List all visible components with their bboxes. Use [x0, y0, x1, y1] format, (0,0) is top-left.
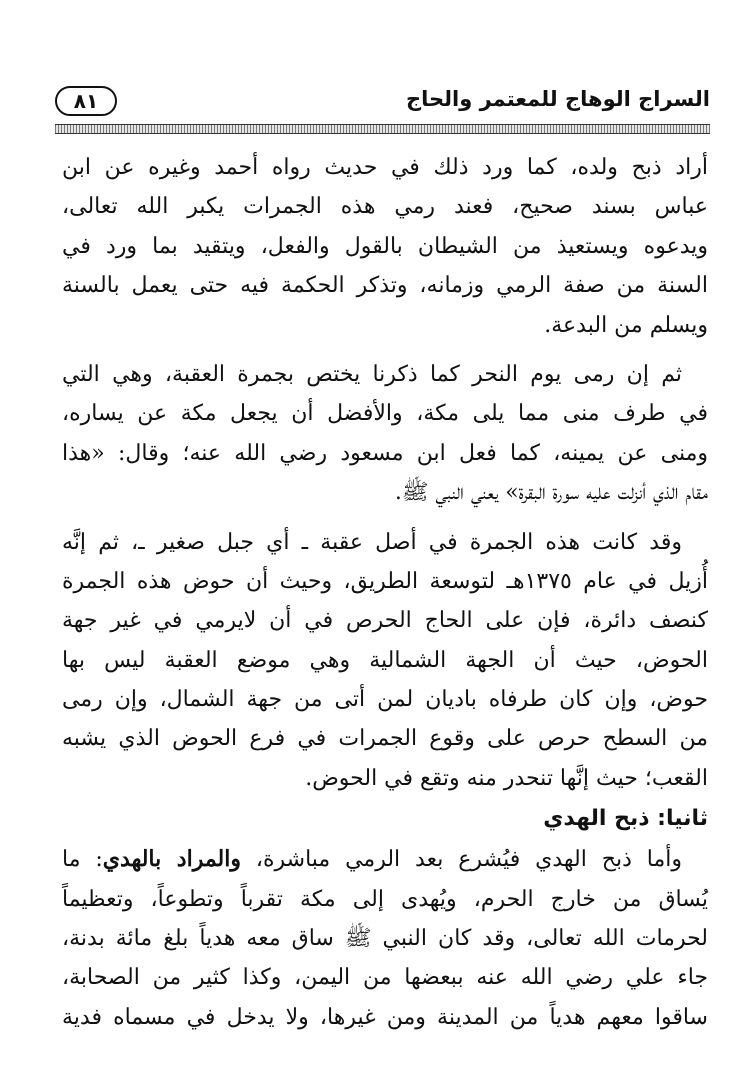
text-line: الحوض، حيث أن الجهة الشمالية وهي موضع العقبة ليس بها: [62, 647, 708, 673]
bold-term: والمراد بالهدي: [102, 846, 241, 873]
paragraph-1: [62, 148, 708, 345]
text-line: السنة من صفة الرمي وزمانه، وتذكر الحكمة فيه حتى يعمل بالسنة: [62, 273, 708, 299]
text-line: وقد كانت هذه الجمرة في أصل عقبة ـ أي جبل صغير ـ، ثم إنَّه: [62, 529, 682, 555]
page-body: [62, 148, 708, 1037]
text-line: أراد ذبح ولده، كما ورد ذلك في حديث رواه أحمد وغيره عن ابن: [62, 155, 708, 180]
text-line: في طرف منى مما يلى مكة، والأفضل أن يجعل مكة عن يساره،: [62, 401, 708, 427]
text-line: ويدعوه ويستعيذ من الشيطان بالقول والفعل، ويتقيد بما ورد في: [62, 233, 708, 259]
text-line: ساقوا معهم هدياً من المدينة ومن غيرها، ولا يدخل في مسماه فدية: [62, 1004, 708, 1030]
text-line: يُساق من خارج الحرم، ويُهدى إلى مكة تقرباً وتطوعاً، وتعظيماً: [62, 886, 708, 912]
page-number: ٨١: [55, 86, 117, 116]
text-run: وأما ذبح الهدي فيُشرع بعد الرمي مباشرة،: [241, 847, 682, 873]
header-divider: [55, 124, 710, 134]
text-line: حوض، وإن كان طرفاه باديان لمن أتى من جهة الشمال، وإن رمى: [62, 687, 708, 713]
text-line: مقام الذي أنزلت عليه سورة البقرة» يعني النبي ﷺ.: [394, 480, 708, 506]
book-title: السراج الوهاج للمعتمر والحاج: [405, 87, 710, 111]
text-line: جاء علي رضي الله عنه ببعضها من اليمن، وكذا كثير من الصحابة،: [62, 965, 708, 991]
page-header: [55, 86, 710, 122]
paragraph-4: [62, 840, 708, 1037]
text-line: لحرمات الله تعالى، وقد كان النبي ﷺ ساق معه هدياً بلغ مائة بدنة،: [62, 926, 708, 952]
paragraph-2: [62, 355, 708, 513]
text-line: ويسلم من البدعة.: [544, 312, 708, 338]
text-line: ومنى عن يمينه، كما فعل ابن مسعود رضي الله عنه؛ وقال: «هذا: [62, 440, 708, 466]
text-line: عباس بسند صحيح، فعند رمي هذه الجمرات يكبر الله تعالى،: [62, 194, 708, 220]
section-heading: ثانيا: ذبح الهدي: [543, 806, 708, 832]
text-line: كنصف دائرة، فإن على الحاج الحرص في أن لايرمي في غير جهة: [62, 608, 708, 634]
paragraph-3: [62, 523, 708, 799]
text-line: ثم إن رمى يوم النحر كما ذكرنا يختص بجمرة العقبة، وهي التي: [62, 361, 682, 387]
text-line: القعب؛ حيث إنَّها تنحدر منه وتقع في الحوض.: [305, 765, 708, 791]
text-line: أُزيل في عام ١٣٧٥هـ لتوسعة الطريق، وحيث أن حوض هذه الجمرة: [62, 568, 708, 594]
text-run: : ما: [62, 847, 103, 873]
text-line: [62, 840, 708, 879]
text-line: من السطح حرص على وقوع الجمرات في فرع الحوض الذي يشبه: [62, 726, 708, 752]
